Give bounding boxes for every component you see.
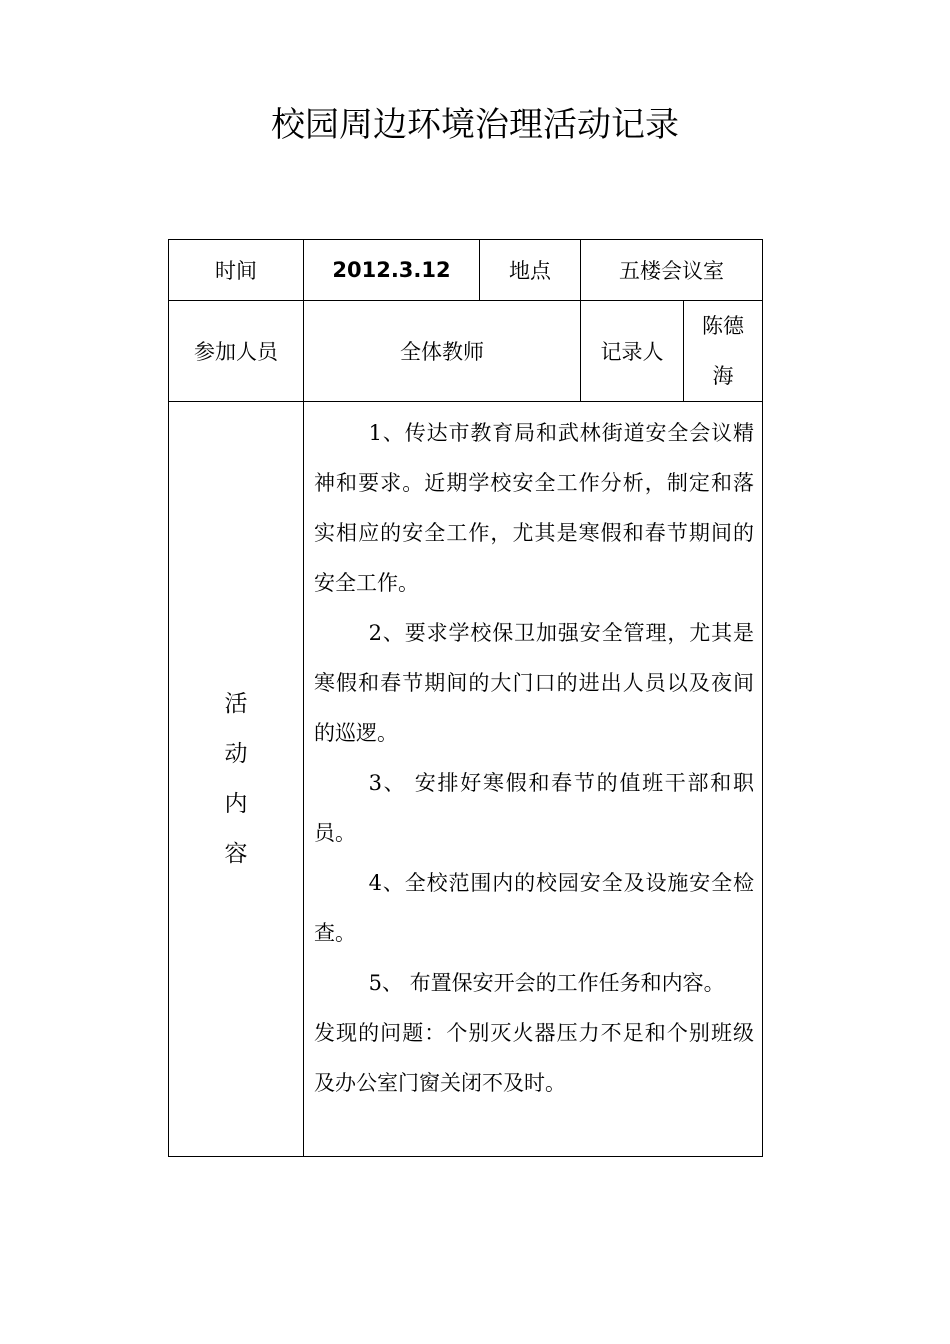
time-value: 2012.3.12 — [304, 240, 480, 301]
content-paragraph: 3、 安排好寒假和春节的值班干部和职员。 — [314, 771, 754, 845]
activity-content-label-char: 内 — [224, 791, 248, 817]
table-row-participants — [169, 301, 763, 402]
recorder-value — [684, 301, 763, 402]
content-paragraph: 5、 布置保安开会的工作任务和内容。 — [368, 971, 725, 995]
table-row-activity-content — [169, 402, 763, 1157]
activity-content-body — [304, 402, 763, 1157]
content-paragraph: 4、全校范围内的校园安全及设施安全检查。 — [314, 871, 754, 945]
time-label: 时间 — [169, 240, 304, 301]
recorder-value-line-2: 海 — [712, 364, 734, 388]
activity-content-label-char: 动 — [224, 741, 248, 767]
content-paragraph: 2、要求学校保卫加强安全管理，尤其是寒假和春节期间的大门口的进出人员以及夜间的巡逻。 — [314, 621, 754, 745]
table-row-time-place — [169, 240, 763, 301]
activity-content-label-char: 活 — [224, 691, 248, 717]
place-value: 五楼会议室 — [581, 240, 763, 301]
document-title: 校园周边环境治理活动记录 — [271, 105, 679, 145]
participants-label: 参加人员 — [169, 301, 304, 402]
recorder-label: 记录人 — [581, 301, 684, 402]
activity-record-table — [168, 239, 763, 1157]
participants-value: 全体教师 — [304, 301, 581, 402]
activity-content-label-char: 容 — [224, 841, 248, 867]
content-paragraph-findings: 发现的问题：个别灭火器压力不足和个别班级及办公室门窗关闭不及时。 — [314, 1021, 754, 1095]
content-paragraph: 1、传达市教育局和武林街道安全会议精神和要求。近期学校安全工作分析，制定和落实相应的安全工作，尤其是寒假和春节期间的安全工作。 — [314, 421, 754, 595]
place-label: 地点 — [480, 240, 581, 301]
recorder-value-line-1: 陈德 — [702, 314, 744, 338]
activity-content-label — [169, 402, 304, 1157]
